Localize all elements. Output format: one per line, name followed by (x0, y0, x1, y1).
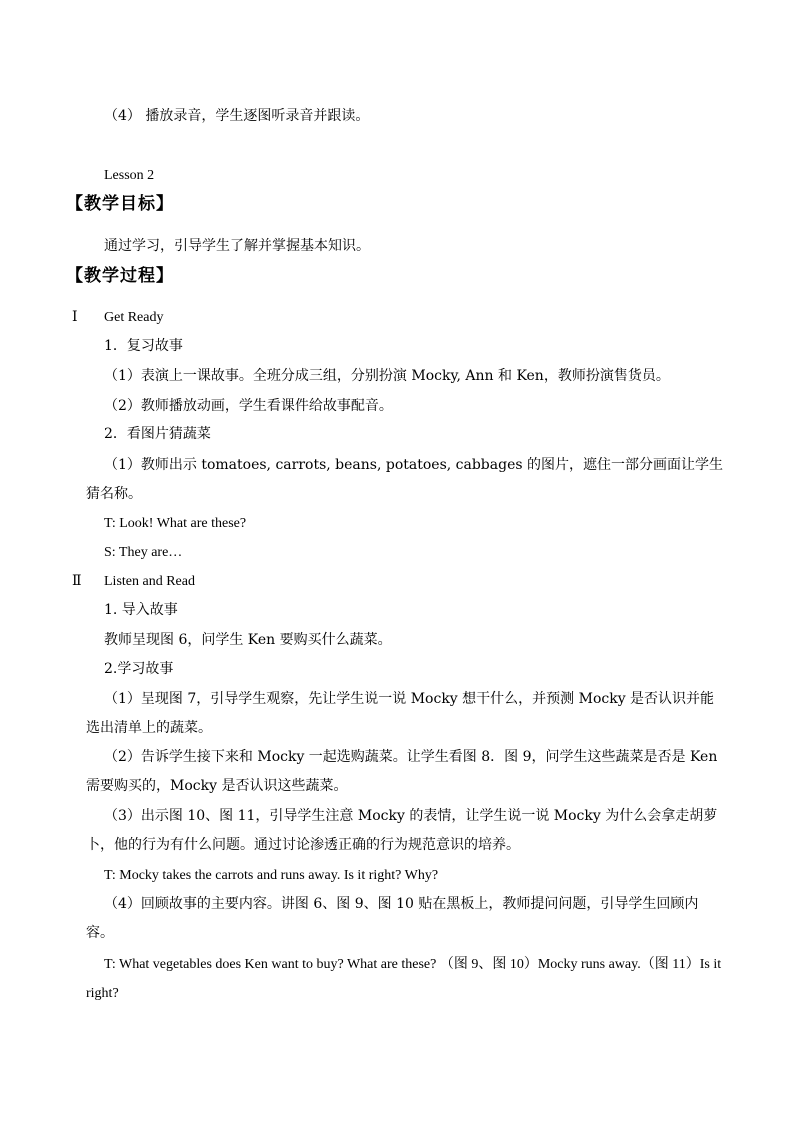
dialogue-teacher-vegetables: T: What vegetables does Ken want to buy? What are these? （图 9、图 10）Mocky runs away.（图 11）Is it right? (86, 957, 722, 1001)
heading-teaching-goals: 【教学目标】 (66, 194, 174, 214)
step-picture-7-block (86, 685, 726, 743)
step-show-pictures-block (86, 451, 726, 509)
step-show-picture-6: 教师呈现图 6，问学生 Ken 要购买什么蔬菜。 (104, 632, 392, 648)
goal-text: 通过学习，引导学生了解并掌握基本知识。 (104, 238, 370, 254)
dialogue-teacher-vegetables-block (86, 950, 726, 1008)
item-guess-vegetables: 2．看图片猜蔬菜 (104, 426, 211, 442)
step-picture-7: （1）呈现图 7，引导学生观察，先让学生说一说 Mocky 想干什么，并预测 Mocky 是否认识并能选出清单上的蔬菜。 (86, 691, 715, 736)
step-shop-vegetables-block (86, 743, 726, 801)
item-learn-story: 2.学习故事 (104, 661, 174, 677)
step-picture-10-11-block (86, 802, 726, 860)
heading-teaching-process: 【教学过程】 (66, 266, 174, 286)
step-review-story: （4）回顾故事的主要内容。讲图 6、图 9、图 10 贴在黑板上，教师提问问题，引导学生回顾内容。 (86, 896, 699, 941)
dialogue-teacher-look: T: Look! What are these? (104, 516, 247, 531)
step-perform-story: （1）表演上一课故事。全班分成三组，分别扮演 Mocky, Ann 和 Ken，教师扮演售货员。 (104, 368, 670, 384)
step-4-playback: （4） 播放录音，学生逐图听录音并跟读。 (104, 108, 370, 124)
step-picture-10-11: （3）出示图 10、图 11，引导学生注意 Mocky 的表情，让学生说一说 Mocky 为什么会拿走胡萝卜，他的行为有什么问题。通过讨论渗透正确的行为规范意识的培养。 (86, 808, 718, 853)
item-introduce-story: 1. 导入故事 (104, 602, 178, 618)
item-review-story: 1．复习故事 (104, 338, 183, 354)
step-dub-story: （2）教师播放动画，学生看课件给故事配音。 (104, 398, 393, 414)
section-numeral-2: Ⅱ (72, 574, 82, 589)
dialogue-student-they-are: S: They are… (104, 545, 183, 560)
dialogue-teacher-mocky: T: Mocky takes the carrots and runs away. Is it right? Why? (104, 868, 439, 883)
step-review-story-block (86, 890, 726, 948)
lesson-title: Lesson 2 (104, 168, 155, 183)
step-shop-vegetables: （2）告诉学生接下来和 Mocky 一起选购蔬菜。让学生看图 8．图 9，问学生这些蔬菜是否是 Ken 需要购买的，Mocky 是否认识这些蔬菜。 (86, 749, 718, 794)
section-get-ready: Get Ready (104, 310, 164, 325)
section-listen-and-read: Listen and Read (104, 574, 195, 589)
section-numeral-1: Ⅰ (72, 310, 78, 325)
step-show-pictures: （1）教师出示 tomatoes, carrots, beans, potatoes, cabbages 的图片，遮住一部分画面让学生猜名称。 (86, 457, 723, 502)
